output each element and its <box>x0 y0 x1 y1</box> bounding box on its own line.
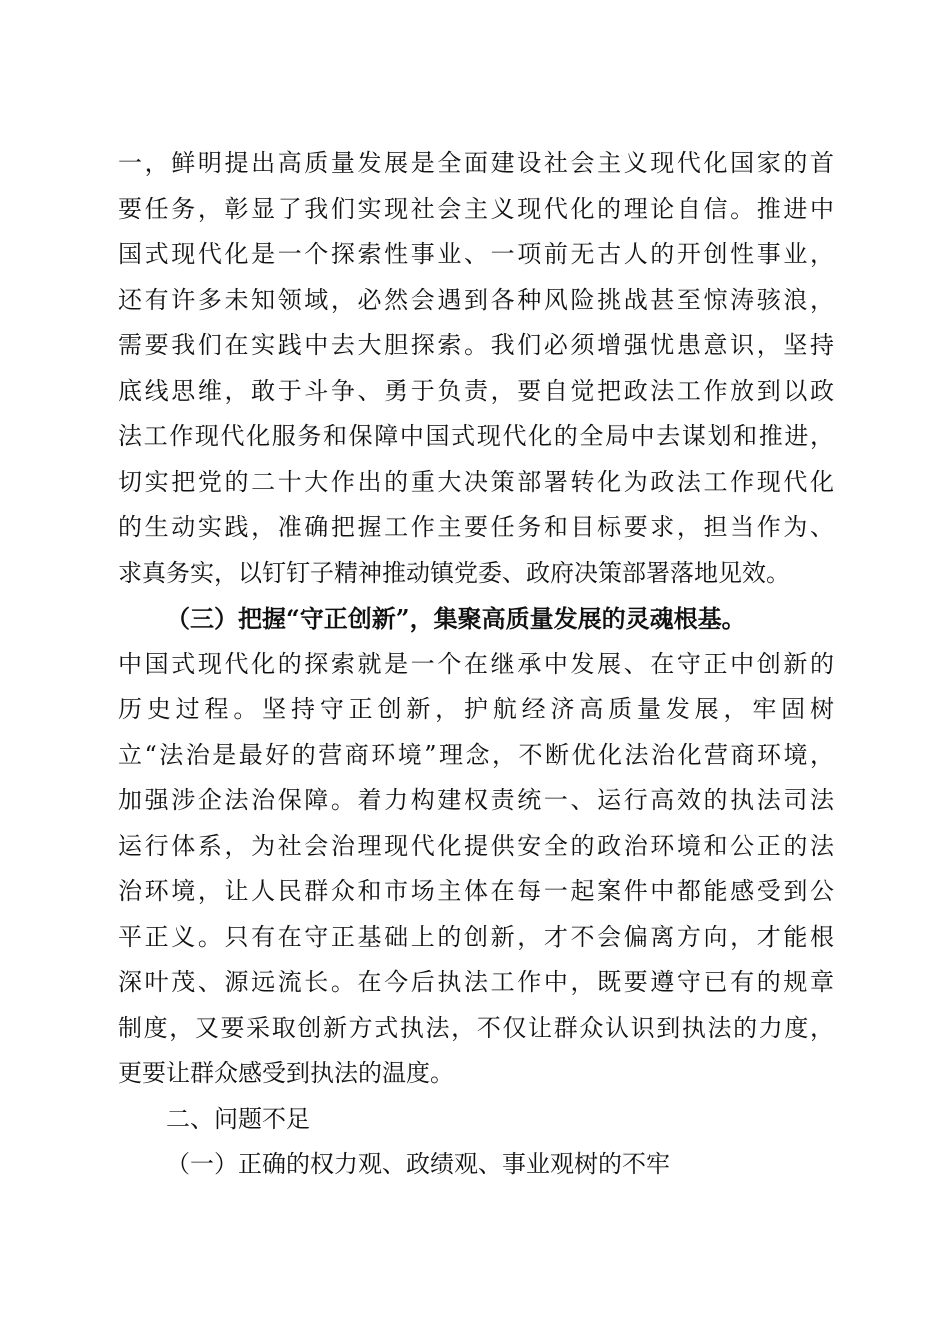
paragraph-line: 平正义。只有在守正基础上的创新，才不会偏离方向，才能根 <box>118 922 834 951</box>
paragraph-line: 中国式现代化的探索就是一个在继承中发展、在守正中创新的 <box>118 649 834 678</box>
paragraph-line: 底线思维，敢于斗争、勇于负责，要自觉把政法工作放到以政 <box>118 376 834 405</box>
body-text <box>118 141 834 1188</box>
paragraph-line: 法工作现代化服务和保障中国式现代化的全局中去谋划和推进， <box>118 422 834 450</box>
paragraph-line: 加强涉企法治保障。着力构建权责统一、运行高效的执法司法 <box>118 786 834 814</box>
paragraph-line: 治环境，让人民群众和市场主体在每一起案件中都能感受到公 <box>118 877 834 905</box>
paragraph-line: 立“法治是最好的营商环境”理念，不断优化法治化营商环境， <box>118 740 834 769</box>
paragraph-line: 更要让群众感受到执法的温度。 <box>118 1059 454 1087</box>
paragraph-line: 要任务，彰显了我们实现社会主义现代化的理论自信。推进中 <box>118 194 834 223</box>
paragraph-line: 运行体系，为社会治理现代化提供安全的政治环境和公正的法 <box>118 831 834 860</box>
paragraph-line: 深叶茂、源远流长。在今后执法工作中，既要遵守已有的规章 <box>118 968 834 996</box>
paragraph-line: 制度，又要采取创新方式执法，不仅让群众认识到执法的力度， <box>118 1013 834 1042</box>
paragraph-line: 切实把党的二十大作出的重大决策部署转化为政法工作现代化 <box>118 467 834 496</box>
paragraph-line: 还有许多未知领域，必然会遇到各种风险挑战甚至惊涛骇浪， <box>118 285 834 314</box>
paragraph-line: 需要我们在实践中去大胆探索。我们必须增强忧患意识，坚持 <box>118 331 834 359</box>
paragraph-line: 求真务实，以钉钉子精神推动镇党委、政府决策部署落地见效。 <box>118 558 790 587</box>
paragraph-line: 国式现代化是一个探索性事业、一项前无古人的开创性事业， <box>118 240 834 268</box>
section-heading-2: 二、问题不足 <box>166 1104 310 1133</box>
section-heading-3: （三）把握“守正创新”，集聚高质量发展的灵魂根基。 <box>166 604 746 633</box>
paragraph-line: 一，鲜明提出高质量发展是全面建设社会主义现代化国家的首 <box>118 149 834 177</box>
paragraph-line: 的生动实践，准确把握工作主要任务和目标要求，担当作为、 <box>118 513 834 541</box>
subsection-heading: （一）正确的权力观、政绩观、事业观树的不牢 <box>166 1150 670 1178</box>
paragraph-line: 历史过程。坚持守正创新，护航经济高质量发展，牢固树 <box>118 695 834 723</box>
